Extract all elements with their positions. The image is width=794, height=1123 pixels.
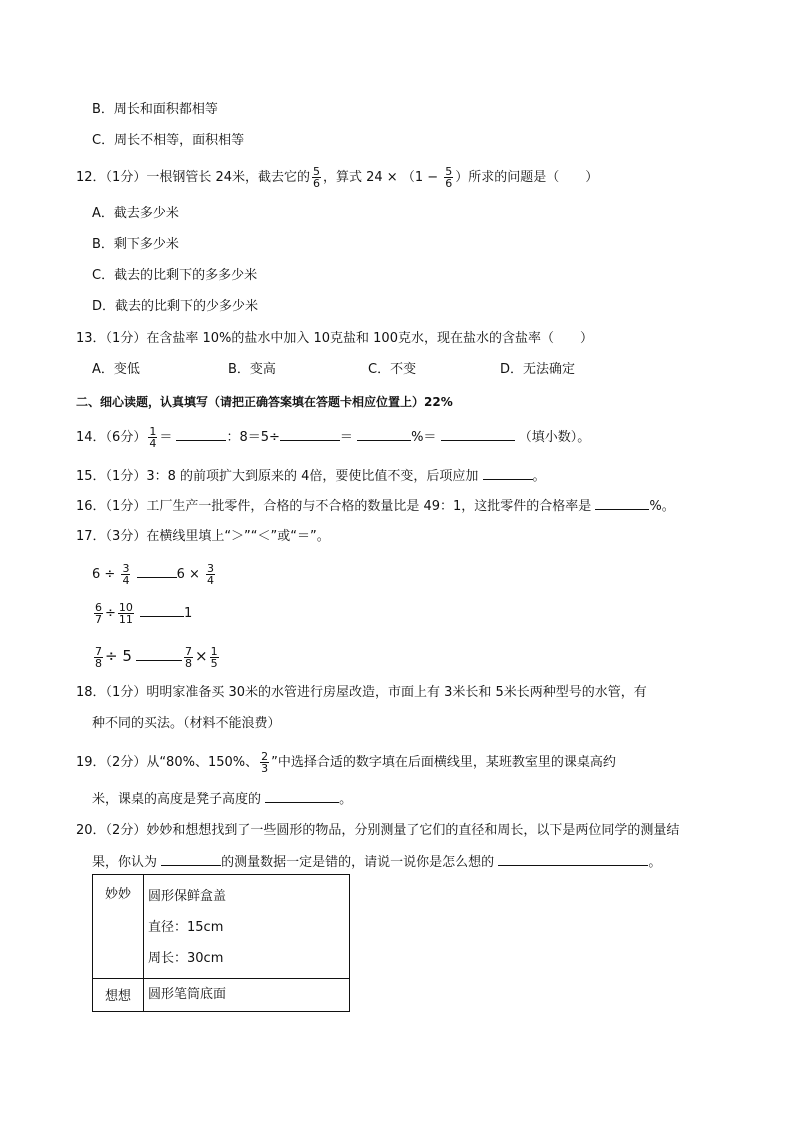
fraction-numerator: 5	[313, 165, 320, 178]
q17-r3-times: ×	[195, 647, 208, 665]
q15-blank[interactable]	[483, 465, 533, 480]
q14-part-2: ：8＝5÷	[226, 430, 280, 445]
q17-row-1	[92, 562, 217, 588]
fraction-denominator: 7	[95, 613, 102, 626]
q17-row-2	[92, 601, 192, 627]
q14-fraction	[148, 426, 157, 449]
q15-text: 15．（1分）3：8 的前项扩大到原来的 4倍，要使比值不变，后项应加	[76, 469, 479, 484]
q20-blank-2[interactable]	[498, 851, 648, 866]
fraction-numerator: 7	[185, 645, 193, 658]
fraction-denominator: 4	[122, 574, 130, 587]
q17-r2-fraction-1	[94, 602, 103, 625]
fraction-numerator: 5	[445, 165, 453, 178]
q12-option-c: C．截去的比剩下的多多少米	[92, 268, 258, 283]
q14-blank-3[interactable]	[357, 426, 411, 441]
fraction-numerator: 1	[210, 645, 218, 658]
fraction-numerator: 2	[261, 750, 269, 763]
fraction-numerator: 3	[207, 562, 215, 575]
fraction-denominator: 6	[445, 177, 453, 190]
q20-end: 。	[648, 855, 662, 870]
q14-equals-2: ＝	[339, 430, 353, 445]
q16-text: 16．（1分）工厂生产一批零件，合格的与不合格的数量比是 49：1，这批零件的合格率是	[76, 499, 592, 514]
q19-prefix: 19．（2分）从“80%、150%、	[76, 755, 259, 770]
q15-end: 。	[532, 469, 546, 484]
q14-percent: %＝	[411, 430, 437, 445]
q14-hint: （填小数）。	[518, 430, 591, 445]
q11-option-b: B．周长和面积都相等	[92, 102, 218, 117]
q12-suffix: ）所求的问题是（ ）	[455, 170, 599, 185]
table-row	[93, 979, 350, 1012]
fraction-denominator: 3	[261, 762, 269, 775]
q17-r1-rhs: 6 ×	[176, 567, 200, 582]
fraction-numerator: 7	[95, 645, 102, 658]
table-row	[93, 875, 350, 979]
fraction-numerator: 6	[95, 601, 102, 614]
q19-end: 。	[339, 792, 353, 807]
q12-prefix: 12．（1分）一根钢管长 24米，截去它的	[76, 170, 310, 185]
q17-r3-fraction-1	[94, 646, 103, 669]
q11-option-c: C．周长不相等，面积相等	[92, 133, 245, 148]
q20-line-2-a: 果，你认为	[92, 855, 158, 870]
q17-row-3	[92, 643, 221, 671]
q17-r3-operator: ÷ 5	[105, 647, 132, 665]
q20-blank-1[interactable]	[161, 851, 221, 866]
q14-blank-4[interactable]	[441, 426, 515, 441]
q15-stem	[76, 465, 546, 487]
q14-equals: ＝	[159, 430, 173, 445]
table-line: 直径：15cm	[148, 920, 224, 935]
q17-blank-2[interactable]	[140, 602, 184, 617]
fraction-denominator: 8	[95, 657, 102, 670]
q20-line-2	[92, 851, 661, 873]
q12-fraction-1	[312, 166, 321, 189]
fraction-denominator: 4	[149, 437, 157, 450]
q17-r2-rhs: 1	[184, 606, 193, 621]
q12-option-d: D．截去的比剩下的少多少米	[92, 299, 259, 314]
q18-line-1: 18．（1分）明明家准备买 30米的水管进行房屋改造，市面上有 3米长和 5米长两种型号的水管，有	[76, 685, 647, 700]
q17-r2-operator: ÷	[105, 606, 116, 621]
q13-option-b: B．变高	[228, 362, 276, 377]
table-cell-name: 妙妙	[93, 875, 144, 979]
q17-stem: 17．（3分）在横线里填上“＞”“＜”或“＝”。	[76, 529, 330, 544]
table-line: 圆形保鲜盒盖	[148, 889, 227, 904]
q12-option-b: B．剩下多少米	[92, 237, 179, 252]
q12-option-a: A．截去多少米	[92, 206, 179, 221]
fraction-numerator: 1	[149, 425, 157, 438]
q18-line-2: 种不同的买法。（材料不能浪费）	[92, 716, 281, 731]
table-cell-content	[144, 979, 350, 1012]
q19-blank[interactable]	[265, 788, 339, 803]
fraction-numerator: 3	[122, 562, 130, 575]
section-2-title: 二、细心读题，认真填写（请把正确答案填在答题卡相应位置上）22%	[76, 395, 453, 409]
q20-measurement-table	[92, 874, 350, 1012]
q13-option-a: A．变低	[92, 362, 140, 377]
q12-fraction-2	[444, 166, 453, 189]
table-cell-name: 想想	[93, 979, 144, 1012]
q20-line-2-b: 的测量数据一定是错的，请说一说你是怎么想的	[221, 855, 495, 870]
q17-blank-3[interactable]	[136, 646, 182, 661]
q17-r2-fraction-2	[118, 602, 134, 625]
table-cell-content	[144, 875, 350, 979]
fraction-denominator: 4	[207, 574, 215, 587]
fraction-denominator: 5	[210, 657, 218, 670]
q17-blank-1[interactable]	[137, 563, 177, 578]
q20-line-1: 20．（2分）妙妙和想想找到了一些圆形的物品，分别测量了它们的直径和周长，以下是两位同学的测量结	[76, 823, 680, 838]
q16-end: %。	[649, 499, 675, 514]
table-line: 圆形笔筒底面	[148, 987, 227, 1002]
fraction-denominator: 8	[185, 657, 193, 670]
q19-line-1	[76, 751, 616, 774]
q17-r1-lhs: 6 ÷	[92, 567, 116, 582]
q17-r1-fraction-2	[206, 563, 215, 586]
q17-r3-fraction-3	[210, 646, 219, 669]
q13-option-d: D．无法确定	[500, 362, 576, 377]
q12-stem	[76, 166, 598, 189]
fraction-numerator: 10	[118, 601, 133, 614]
q17-r1-fraction-1	[121, 563, 130, 586]
q14-stem	[76, 426, 590, 449]
q19-line-2	[92, 788, 352, 810]
q14-prefix: 14．（6分）	[76, 430, 147, 445]
q19-line-2-text: 米，课桌的高度是凳子高度的	[92, 792, 262, 807]
fraction-denominator: 6	[313, 177, 320, 190]
q14-blank-2[interactable]	[280, 426, 340, 441]
table-line: 周长：30cm	[148, 951, 224, 966]
q17-r3-fraction-2	[184, 646, 193, 669]
fraction-denominator: 11	[118, 613, 133, 626]
q13-stem: 13．（1分）在含盐率 10%的盐水中加入 10克盐和 100克水，现在盐水的含盐率（ ）	[76, 331, 593, 346]
q13-option-c: C．不变	[368, 362, 417, 377]
q16-stem	[76, 495, 675, 517]
q19-suffix: ”中选择合适的数字填在后面横线里，某班教室里的课桌高约	[271, 755, 616, 770]
q12-mid: ，算式 24 × （1 −	[323, 170, 443, 185]
q14-blank-1[interactable]	[176, 426, 226, 441]
q19-fraction	[260, 751, 269, 774]
q16-blank[interactable]	[595, 495, 649, 510]
